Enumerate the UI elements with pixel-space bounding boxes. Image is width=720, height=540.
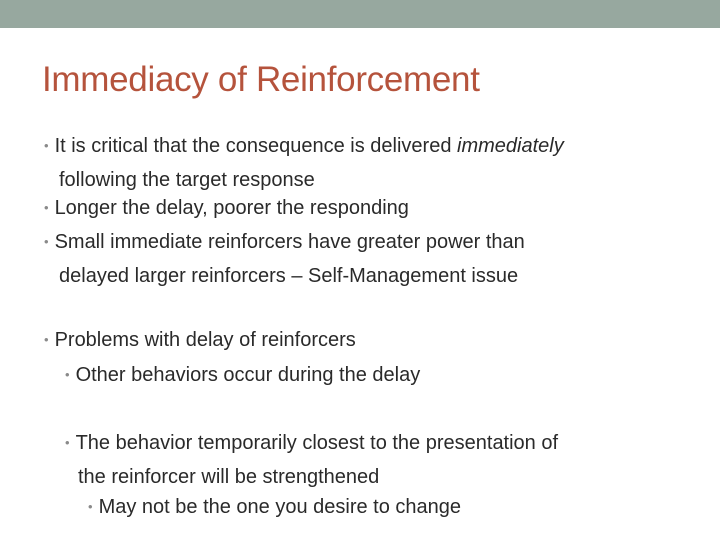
bullet-text-continued: delayed larger reinforcers – Self-Management issue — [59, 265, 519, 287]
bullet-icon: • — [44, 138, 49, 153]
bullet-item-3 — [44, 226, 525, 292]
sub-bullet-text-continued: the reinforcer will be strengthened — [78, 466, 380, 488]
bullet-text: It is critical that the consequence is delivered — [54, 135, 457, 157]
bullet-icon: • — [65, 367, 70, 382]
bullet-text: Longer the delay, poorer the responding — [54, 197, 409, 219]
bullet-icon: • — [44, 200, 49, 215]
bullet-icon: • — [44, 234, 49, 249]
sub-bullet-item-1 — [65, 359, 420, 393]
bullet-icon: • — [88, 499, 93, 514]
bullet-icon: • — [65, 435, 70, 450]
emphasis-text: immediately — [457, 135, 564, 157]
bullet-item-1 — [44, 130, 564, 196]
sub-bullet-text: The behavior temporarily closest to the presentation of — [75, 432, 559, 454]
bullet-text-continued: following the target response — [59, 169, 315, 191]
slide-title: Immediacy of Reinforcement — [42, 60, 480, 99]
bullet-icon: • — [44, 332, 49, 347]
sub-bullet-text: Other behaviors occur during the delay — [75, 364, 421, 386]
header-bar — [0, 0, 720, 28]
bullet-text: Problems with delay of reinforcers — [54, 329, 356, 351]
bullet-item-2 — [44, 192, 409, 226]
bullet-text: Small immediate reinforcers have greater power than — [54, 231, 525, 253]
bullet-item-4 — [44, 324, 356, 358]
sub-sub-bullet-item-1 — [88, 491, 461, 525]
sub-sub-bullet-text: May not be the one you desire to change — [98, 496, 462, 518]
sub-bullet-item-2 — [65, 427, 558, 493]
